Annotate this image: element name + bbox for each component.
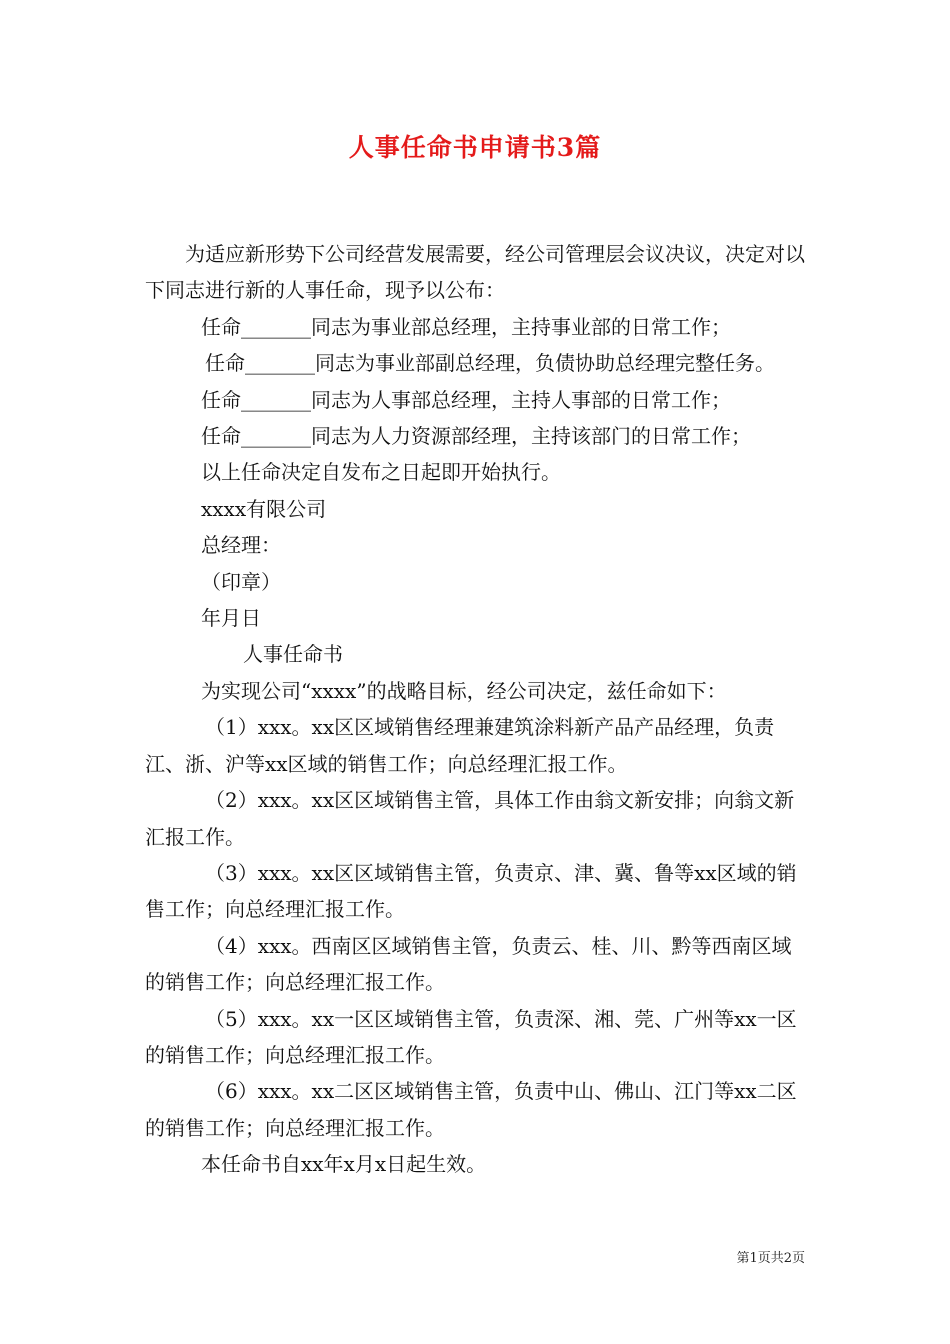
date-label: 年月日 — [201, 606, 261, 631]
page-number: 第1页共2页 — [736, 1251, 805, 1266]
appointment-line: 任命_______同志为人力资源部经理，主持该部门的日常工作； — [201, 424, 751, 449]
appointment-item: （1）xxx。xx区区域销售经理兼建筑涂料新产品产品经理，负责江、浙、沪等xx区域的销售工作；向总经理汇报工作。 — [145, 715, 775, 776]
intro-paragraph: 为适应新形势下公司经营发展需要，经公司管理层会议决议，决定对以下同志进行新的人事任命，现予以公布： — [145, 242, 805, 303]
effective-date-statement: 本任命书自xx年x月x日起生效。 — [201, 1152, 487, 1177]
appointment-line: 任命_______同志为事业部总经理，主持事业部的日常工作； — [201, 314, 731, 339]
general-manager-label: 总经理： — [201, 533, 281, 558]
appointment-line: 任命_______同志为事业部副总经理，负债协助总经理完整任务。 — [205, 351, 775, 376]
appointment-item: （4）xxx。西南区区域销售主管，负责云、桂、川、黔等西南区域的销售工作；向总经理汇报工作。 — [145, 933, 792, 995]
document-body — [145, 236, 810, 1183]
seal-label: （印章） — [201, 569, 281, 594]
company-name: xxxx有限公司 — [201, 496, 327, 521]
appointment-item: （5）xxx。xx一区区域销售主管，负责深、湘、莞、广州等xx一区的销售工作；向总经理汇报工作。 — [145, 1006, 797, 1067]
effective-statement: 以上任命决定自发布之日起即开始执行。 — [201, 460, 561, 485]
appointment-item: （6）xxx。xx二区区域销售主管，负责中山、佛山、江门等xx二区的销售工作；向总经理汇报工作。 — [145, 1079, 797, 1140]
appointment-item: （3）xxx。xx区区域销售主管，负责京、津、冀、鲁等xx区域的销售工作；向总经理汇报工作。 — [145, 860, 797, 922]
appointment-item: （2）xxx。xx区区域销售主管，具体工作由翁文新安排；向翁文新汇报工作。 — [145, 788, 795, 849]
appointment-line: 任命_______同志为人事部总经理，主持人事部的日常工作； — [201, 387, 731, 412]
section-intro: 为实现公司“xxxx”的战略目标，经公司决定，兹任命如下： — [201, 678, 727, 703]
document-title: 人事任命书申请书3篇 — [348, 133, 602, 162]
section-heading: 人事任命书 — [243, 642, 343, 667]
